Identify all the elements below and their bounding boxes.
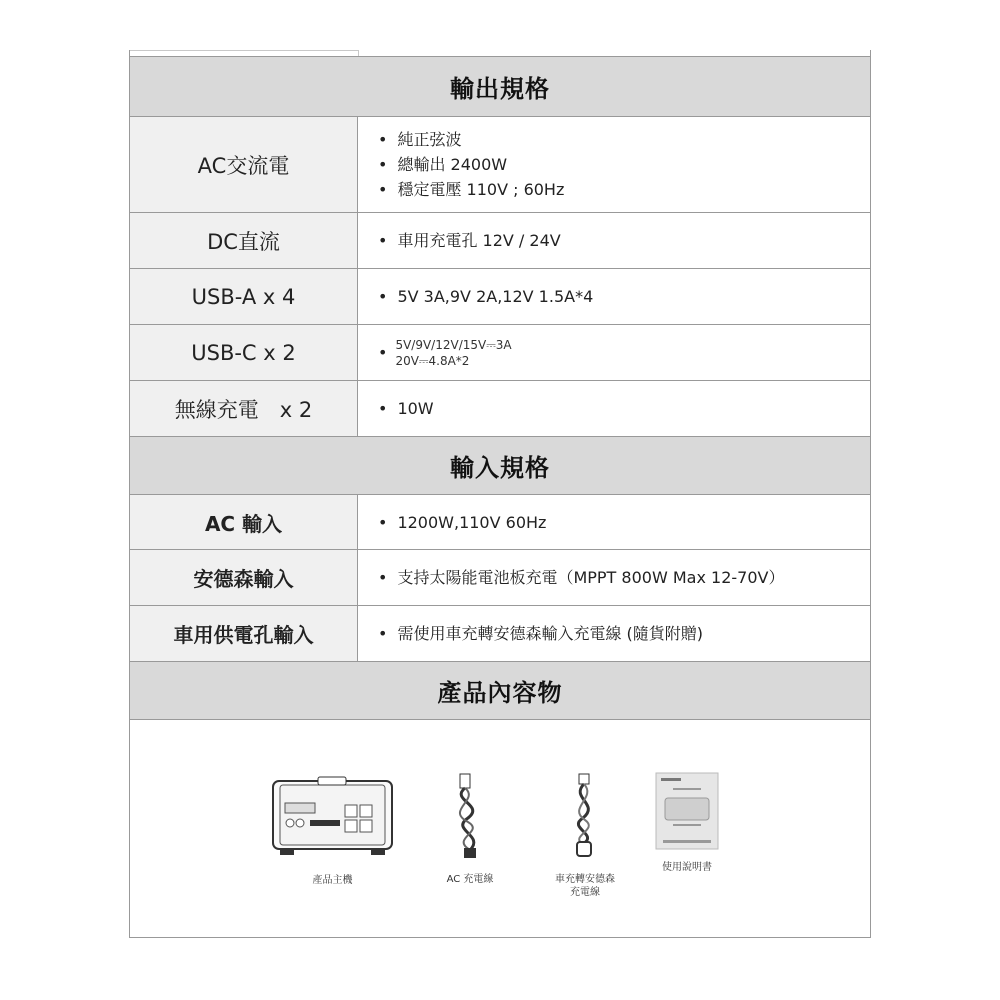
contents-header (130, 661, 870, 720)
item-caption: 車充轉安德森 (555, 874, 615, 885)
content-item-ac-cable (430, 770, 510, 886)
row-value (358, 495, 870, 549)
input-spec-title: 輸入規格 (450, 454, 550, 482)
output-spec-header (130, 56, 870, 117)
item-caption: AC 充電線 (446, 874, 494, 885)
contents-title: 產品內容物 (437, 679, 563, 707)
content-item-car-cable (535, 770, 635, 899)
bullet-item: • 1200W,110V 60Hz (378, 510, 870, 535)
item-caption-line2: 充電線 (570, 887, 600, 898)
item-caption: 使用說明書 (662, 862, 712, 873)
spec-row-ac (130, 117, 870, 213)
output-spec-title: 輸出規格 (450, 75, 550, 103)
ac-cable-icon (430, 770, 510, 860)
bullet-item: • 穩定電壓 110V ; 60Hz (378, 177, 870, 202)
spec-row-anderson-input (130, 550, 870, 606)
power-station-icon (270, 775, 395, 857)
content-item-main-unit (270, 775, 395, 887)
bullet-item: • 支持太陽能電池板充電（MPPT 800W Max 12-70V） (378, 565, 870, 590)
bullet-item: • 5V 3A,9V 2A,12V 1.5A*4 (378, 284, 870, 309)
row-label: 安德森輸入 (130, 550, 358, 605)
usb-c-spec (378, 337, 870, 369)
bullet-item: • 10W (378, 396, 870, 421)
spec-row-wireless (130, 381, 870, 436)
row-label: AC 輸入 (130, 495, 358, 549)
bullet-item: • 車用充電孔 12V / 24V (378, 228, 870, 253)
row-value (358, 213, 870, 268)
spec-sheet (129, 50, 871, 938)
row-value (358, 606, 870, 661)
row-label: USB-A x 4 (130, 269, 358, 324)
row-label: DC直流 (130, 213, 358, 268)
contents-panel (130, 720, 870, 938)
spec-row-ac-input (130, 495, 870, 550)
spec-row-usb-c (130, 325, 870, 381)
row-value (358, 325, 870, 380)
row-value (358, 117, 870, 212)
bullet-item: • 總輸出 2400W (378, 152, 870, 177)
spec-row-car-input (130, 606, 870, 661)
row-value (358, 381, 870, 436)
manual-icon (655, 772, 719, 850)
row-label: 車用供電孔輸入 (130, 606, 358, 661)
spec-line: 20V⎓4.8A*2 (395, 353, 470, 368)
content-item-manual (652, 772, 722, 874)
spec-line: 5V/9V/12V/15V⎓3A (395, 337, 512, 352)
car-cable-icon (535, 770, 635, 860)
row-label: 無線充電 x 2 (130, 381, 358, 436)
spec-row-dc (130, 213, 870, 269)
bullet-item: • 需使用車充轉安德森輸入充電線 (隨貨附贈) (378, 621, 870, 646)
spec-row-usb-a (130, 269, 870, 325)
row-label: AC交流電 (130, 117, 358, 212)
row-label: USB-C x 2 (130, 325, 358, 380)
top-rule (130, 50, 358, 51)
row-value (358, 269, 870, 324)
bullet-dot: • (378, 343, 388, 362)
row-value (358, 550, 870, 605)
item-caption: 產品主機 (312, 875, 353, 886)
input-spec-header (130, 436, 870, 495)
bullet-item: • 純正弦波 (378, 127, 870, 152)
